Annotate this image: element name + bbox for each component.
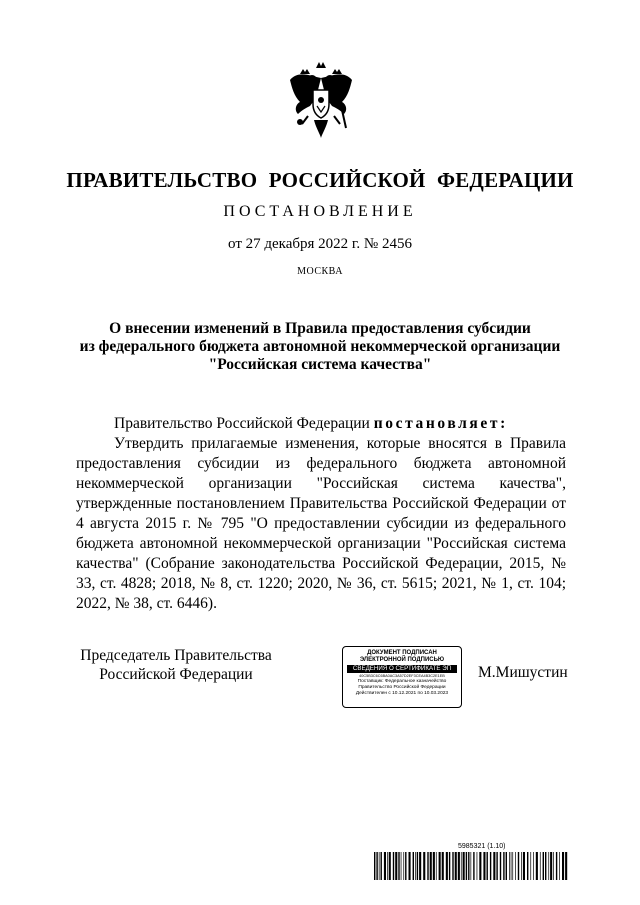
title-line: "Российская система качества" [208,356,432,373]
document-title [0,320,640,374]
stamp-line: ЭЛЕКТРОННОЙ ПОДПИСЬЮ [359,657,445,663]
date-number-line: от 27 декабря 2022 г. № 2456 [228,236,412,252]
stamp-owner: Правительство Российской Федерации [358,685,446,690]
stamp-line: ДОКУМЕНТ ПОДПИСАН [367,650,437,656]
document-type: ПОСТАНОВЛЕНИЕ [223,203,417,220]
signatory-name: М.Мишустин [478,664,568,681]
main-paragraph: Утвердить прилагаемые изменения, которые вносятся в Правила предоставления субсидии из федерального бюджета автономной некоммерческой организации "Российская система качества", утвержденные постановлением Правительства Российской Федерации от 4 августа 2015 г. № 795 "О предоставлении субсидии из федерального бюджета автономной некоммерческой организации "Российская система качества" (Собрание законодательства Российской Федерации, 2015, № 33, ст. 4828; 2018, № 8, ст. 1220; 2020, № 36, ст. 5615; 2021, № 1, ст. 104; 2022, № 38, ст. 6446). [76,435,566,612]
stamp-serial: 40C5B3C6C6BA0AC3A57D2EF3CEA4B3C2E1EB [359,674,445,678]
title-line: О внесении изменений в Правила предоставления субсидии [109,320,531,337]
electronic-signature-stamp [342,646,462,708]
intro-verb: постановляет: [373,415,508,432]
intro-text: Правительство Российской Федерации [114,415,370,432]
document-code: 5985321 (1.10) [458,843,506,850]
stamp-issuer: Поставщик: Федеральное казначейство [357,679,447,684]
title-line: из федерального бюджета автономной некоммерческой организации [79,338,561,355]
position-line: Председатель Правительства [80,647,272,664]
position-line: Российской Федерации [99,666,253,683]
stamp-title [343,650,461,664]
coat-of-arms-emblem [286,58,356,144]
intro-line [76,414,566,434]
barcode-image [374,852,568,880]
government-heading: ПРАВИТЕЛЬСТВО РОССИЙСКОЙ ФЕДЕРАЦИИ [66,168,574,192]
document-body [76,414,566,614]
stamp-validity: Действителен с 10.12.2021 по 10.03.2023 [355,691,449,696]
city-label: МОСКВА [297,266,343,277]
signatory-position [80,646,272,684]
stamp-header: СВЕДЕНИЯ О СЕРТИФИКАТЕ ЭП [347,665,457,673]
